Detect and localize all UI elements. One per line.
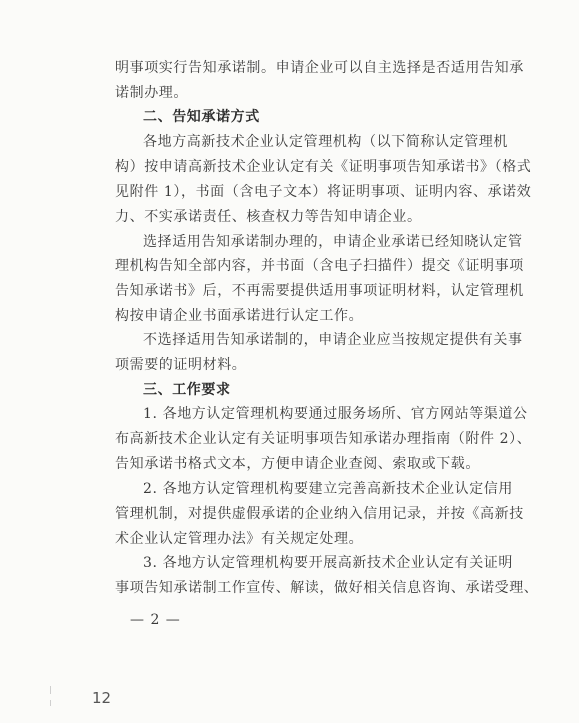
body-line: 力、不实承诺责任、核查权力等告知申请企业。 <box>115 209 422 225</box>
body-line: 明事项实行告知承诺制。申请企业可以自主选择是否适用告知承 <box>115 60 524 76</box>
section-heading: 三、工作要求 <box>143 382 231 398</box>
body-line: 项需要的证明材料。 <box>115 357 247 373</box>
body-line: 选择适用告知承诺制办理的，申请企业承诺已经知晓认定管 <box>143 234 523 250</box>
body-line: 管理机制，对提供虚假承诺的企业纳入信用记录，并按《高新技 <box>115 506 524 522</box>
page-number: — 2 — <box>130 612 181 628</box>
body-line: 3. 各地方认定管理机构要开展高新技术企业认定有关证明 <box>143 555 514 571</box>
scan-speck <box>50 686 51 694</box>
body-line: 构）按申请高新技术企业认定有关《证明事项告知承诺书》（格式 <box>115 159 532 175</box>
margin-mark: 12 <box>92 689 112 707</box>
body-line: 不选择适用告知承诺制的，申请企业应当按规定提供有关事 <box>143 332 523 348</box>
body-line: 诺制办理。 <box>115 85 188 101</box>
body-line: 理机构告知全部内容，并书面（含电子扫描件）提交《证明事项 <box>115 258 524 274</box>
body-line: 2. 各地方认定管理机构要建立完善高新技术企业认定信用 <box>143 481 514 497</box>
body-line: 各地方高新技术企业认定管理机构（以下简称认定管理机 <box>143 134 508 150</box>
body-line: 告知承诺书格式文本，方便申请企业查阅、索取或下载。 <box>115 456 480 472</box>
body-line: 布高新技术企业认定有关证明事项告知承诺办理指南（附件 2）、 <box>115 431 532 447</box>
body-line: 1. 各地方认定管理机构要通过服务场所、官方网站等渠道公 <box>143 406 528 422</box>
body-line: 告知承诺书》后，不再需要提供适用事项证明材料，认定管理机 <box>115 283 524 299</box>
body-line: 术企业认定管理办法》有关规定处理。 <box>115 531 364 547</box>
section-heading: 二、告知承诺方式 <box>143 109 260 125</box>
scan-speck <box>50 700 51 706</box>
body-line: 事项告知承诺制工作宣传、解读，做好相关信息咨询、承诺受理、 <box>115 580 539 596</box>
body-line: 见附件 1），书面（含电子文本）将证明事项、证明内容、承诺效 <box>115 184 532 200</box>
body-line: 构按申请企业书面承诺进行认定工作。 <box>115 308 364 324</box>
